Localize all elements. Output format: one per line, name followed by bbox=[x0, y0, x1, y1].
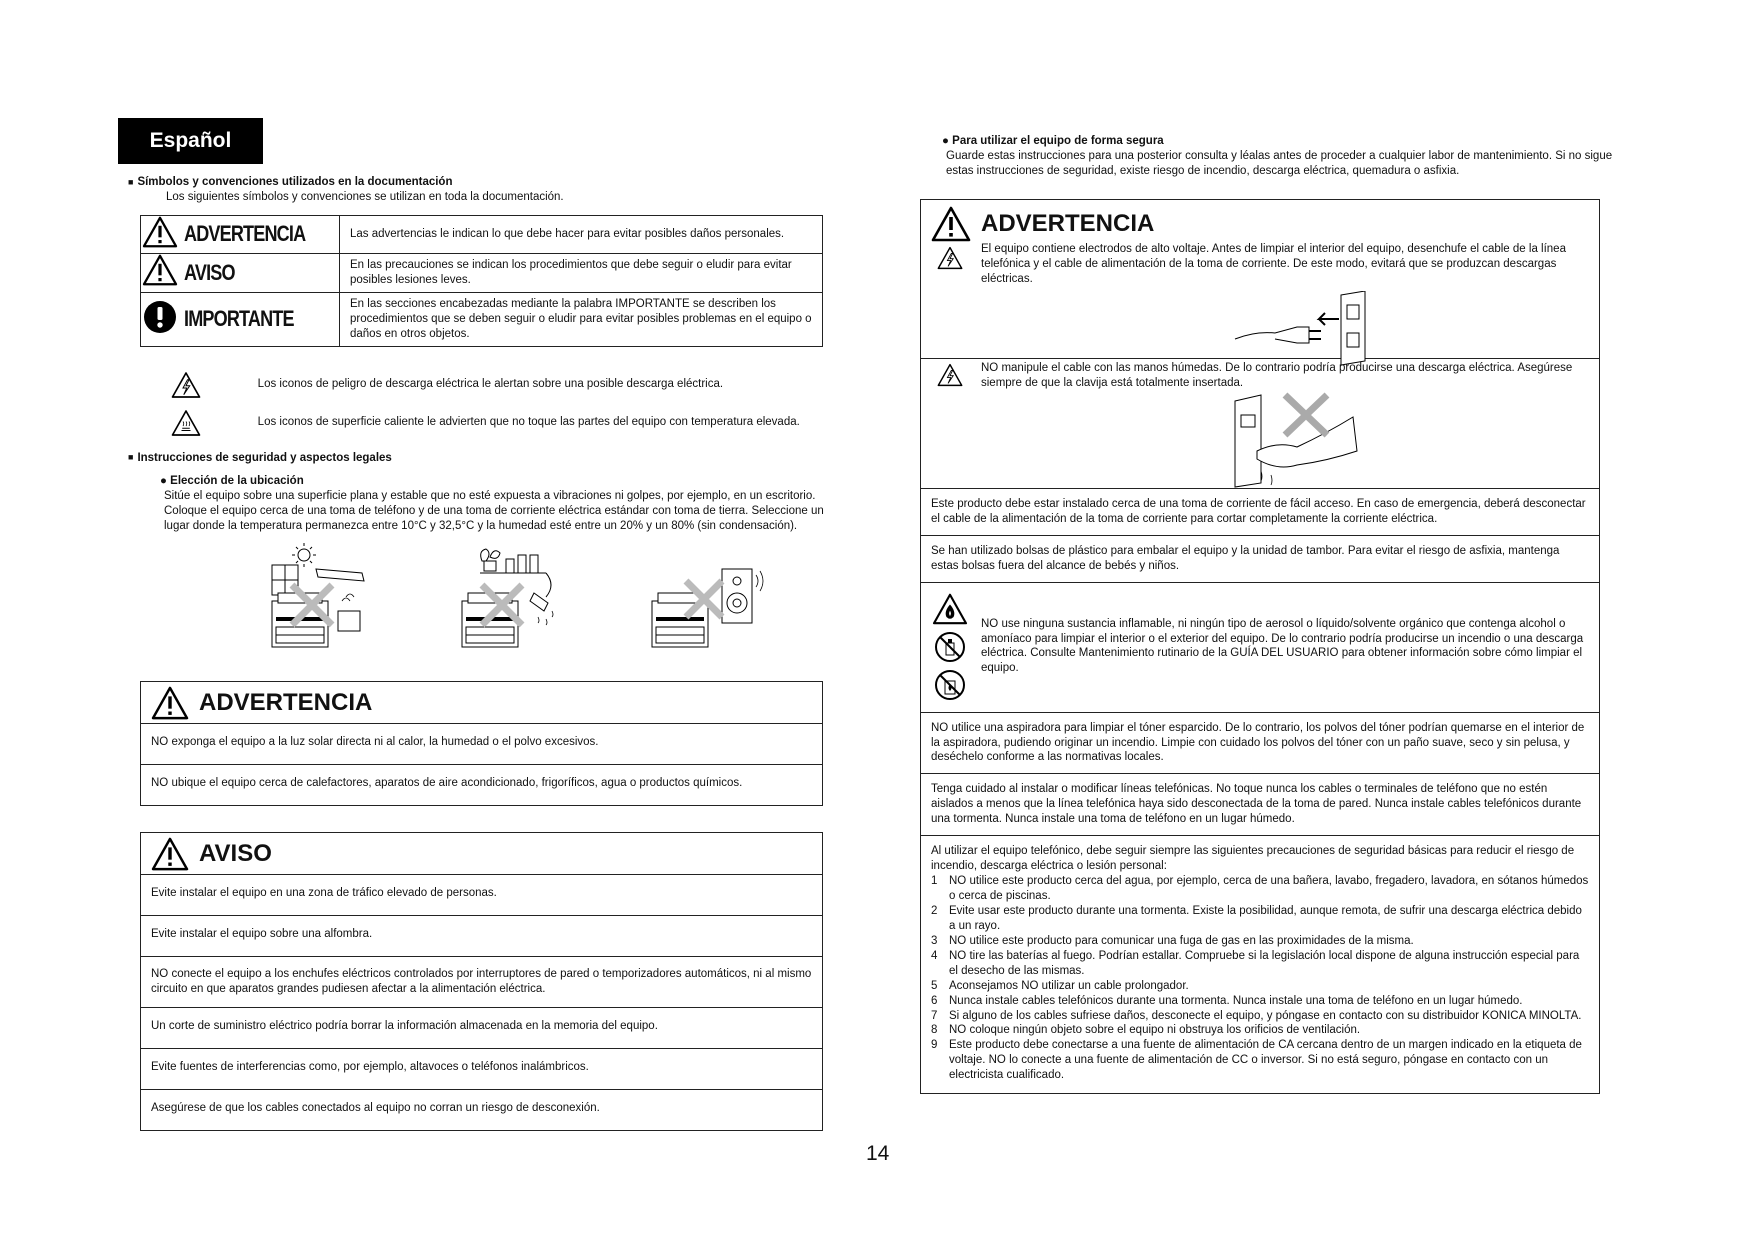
phone-lines-row: Tenga cuidado al instalar o modificar líneas telefónicas. No toque nunca los cables o terminales de teléfono que no estén aislados a menos que la línea telefónica haya sido desconectada de la toma de pared. Nunca instale cables telefónicos durante una tormenta. Nunca instale una toma de teléfono en un lugar húmedo. bbox=[921, 773, 1599, 835]
symbols-heading: ■ Símbolos y convenciones utilizados en la documentación bbox=[128, 176, 453, 188]
left-column bbox=[128, 175, 823, 1131]
sun-heater-illustration bbox=[266, 541, 398, 669]
caution-row: Asegúrese de que los cables conectados al equipo no corran un riesgo de desconexión. bbox=[141, 1089, 822, 1130]
wet-hands-illustration bbox=[1231, 391, 1361, 489]
electric-shock-icon bbox=[171, 371, 201, 399]
list-item: 1 NO utilice este producto cerca del agua, por ejemplo, cerca de una bañera, lavabo, fregadero, lavadora, en sótanos húmedos o cerca de piscinas. bbox=[931, 875, 1589, 902]
warning-triangle-icon bbox=[142, 216, 178, 248]
box-title: AVISO bbox=[199, 840, 272, 868]
phone-precautions-row: Al utilizar el equipo telefónico, debe seguir siempre las siguientes precauciones de seguridad básicas para reducir el riesgo de incendio, descarga eléctrica o lesión personal: 1 NO utilice este producto cerca del agua, por ejemplo, cerca de una bañera, lavabo, fregadero, lavadora, en sótanos húmedos o cerca de piscinas. 2 Evite usar este producto durante una tormenta. Existe la posibilidad, aunque remota, de sufrir una descarga eléctrica debido a un rayo. 3 NO utilice este producto para comunicar una fuga de gas en las proximidades de la misma. 4 NO tire las baterías al fuego. Podrían estallar. Compruebe si la legislación local dispone de alguna instrucción especial para el desecho de las mismas. 5 Aconsejamos NO utilizar un cable prolongador. 6 Nunca instale cables telefónicos durante una tormenta. Nunca instale una toma de teléfono en un lugar húmedo. 7 Si alguno de los cables sufriese daños, desconecte el equipo, y póngase en contacto con su distribuidor KONICA MINOLTA. 8 NO coloque ningún objeto sobre el equipo ni obstruya los orificios de ventilación. 9 Este producto debe conectarse a una fuente de alimentación de CA cercana dentro de un margen indicado en la etiqueta de voltaje. NO lo conecte a una fuente de alimentación de CC o inversor. Si no está seguro, póngase en contacto con un electricista cualificado. bbox=[921, 835, 1599, 1093]
list-item: 9 Este producto debe conectarse a una fuente de alimentación de CA cercana dentro de un margen indicado en la etiqueta de voltaje. NO lo conecte a una fuente de alimentación de CC o inversor. Si no está seguro, póngase en contacto con un electricista cualificado. bbox=[931, 1039, 1582, 1082]
right-warning-box bbox=[920, 199, 1600, 1094]
plastic-bags-row: Se han utilizado bolsas de plástico para embalar el equipo y la unidad de tambor. Para evitar el riesgo de asfixia, mantenga estas bolsas fuera del alcance de bebés y niños. bbox=[921, 535, 1599, 582]
list-item: 3 NO utilice este producto para comunicar una fuga de gas en las proximidades de la misma. bbox=[931, 934, 1414, 947]
list-item: 6 Nunca instale cables telefónicos durante una tormenta. Nunca instale una toma de teléfono en un lugar húmedo. bbox=[931, 994, 1523, 1007]
language-tab: Español bbox=[118, 118, 263, 164]
warning-triangle-icon bbox=[142, 254, 178, 286]
convention-label: IMPORTANTE bbox=[180, 292, 340, 346]
hot-surface-row: Los iconos de superficie caliente le advierten que no toque las partes del equipo con temperatura elevada. bbox=[166, 407, 823, 439]
convention-label: AVISO bbox=[180, 253, 340, 292]
location-text: Sitúe el equipo sobre una superficie plana y estable que no esté expuesta a vibraciones ni golpes, por ejemplo, en un escritorio. Coloque el equipo cerca de una toma de teléfono y de una toma de corriente eléctrica estándar con toma de tierra. Seleccione un lugar donde la temperatura permanezca entre 10°C y 32,5°C y la humedad esté entre un 20% y un 80% (sin condensación). bbox=[164, 489, 824, 532]
hot-surface-icon bbox=[171, 409, 201, 437]
box-title: ADVERTENCIA bbox=[199, 689, 373, 717]
safe-use-text: Guarde estas instrucciones para una posterior consulta y léalas antes de proceder a cualquier labor de mantenimiento. Si no sigue estas instrucciones de seguridad, existe riesgo de incendio, descarga eléctrica, quemadura o asfixia. bbox=[946, 149, 1613, 177]
high-voltage-row: El equipo contiene electrodos de alto voltaje. Antes de limpiar el interior del equipo, desenchufe el cable de la línea telefónica y el cable de alimentación de la toma de corriente. De este modo, evitará que se produzcan descargas eléctricas. bbox=[921, 242, 1599, 358]
safety-heading: ■ Instrucciones de seguridad y aspectos legales bbox=[128, 451, 392, 464]
caution-row: Evite fuentes de interferencias como, por ejemplo, altavoces o teléfonos inalámbricos. bbox=[141, 1048, 822, 1089]
list-item: 8 NO coloque ningún objeto sobre el equipo ni obstruya los orificios de ventilación. bbox=[931, 1024, 1361, 1037]
exclamation-icon bbox=[143, 300, 177, 334]
caution-row: Evite instalar el equipo en una zona de tráfico elevado de personas. bbox=[151, 887, 497, 900]
flammable-row: NO use ninguna sustancia inflamable, ni ningún tipo de aerosol o líquido/solvente orgánico que contenga alcohol o amoníaco para limpiar el interior o el exterior del equipo. De lo contrario podría producirse un incendio o una descarga eléctrica. Consulte Mantenimiento rutinario de la GUÍA DEL USUARIO para obtener información sobre cómo limpiar el equipo. bbox=[921, 582, 1599, 712]
left-warning-box bbox=[140, 681, 823, 806]
convention-desc: En las secciones encabezadas mediante la palabra IMPORTANTE se describen los procedimientos que se deben seguir o eludir para evitar posibles problemas en el equipo o daños en otros objetos. bbox=[340, 292, 823, 346]
electric-shock-icon bbox=[937, 363, 963, 387]
caution-row: Un corte de suministro eléctrico podría borrar la información almacenada en la memoria del equipo. bbox=[141, 1007, 822, 1048]
no-spray-icon bbox=[934, 631, 966, 663]
fire-hazard-icon bbox=[932, 593, 968, 625]
symbols-intro: Los siguientes símbolos y convenciones se utilizan en toda la documentación. bbox=[166, 190, 564, 203]
speaker-illustration bbox=[646, 541, 778, 669]
vacuum-row: NO utilice una aspiradora para limpiar el tóner esparcido. De lo contrario, los polvos del tóner podrían quemarse en el interior de la aspiradora, pudiendo originar un incendio. Limpie con cuidado los polvos del tóner con un paño suave, seco y sin pelusa, y deséchelo conforme a las normativas locales. bbox=[921, 712, 1599, 774]
convention-row-important bbox=[141, 292, 823, 346]
water-chemicals-illustration bbox=[456, 541, 588, 669]
warning-triangle-icon bbox=[931, 206, 971, 242]
outlet-access-row: Este producto debe estar instalado cerca de una toma de corriente de fácil acceso. En caso de emergencia, deberá desconectar el cable de la alimentación de la toma de corriente para cortar completamente la corriente eléctrica. bbox=[921, 488, 1599, 535]
convention-desc: Las advertencias le indican lo que debe hacer para evitar posibles daños personales. bbox=[340, 215, 823, 253]
list-item: 5 Aconsejamos NO utilizar un cable prolongador. bbox=[931, 979, 1189, 992]
unplug-illustration bbox=[1231, 291, 1381, 367]
electric-hazard-row: Los iconos de peligro de descarga eléctrica le alertan sobre una posible descarga eléctrica. bbox=[166, 369, 823, 401]
conventions-table bbox=[140, 215, 823, 347]
safe-use-heading: ● Para utilizar el equipo de forma segura bbox=[942, 135, 1164, 147]
list-item: 7 Si alguno de los cables sufriese daños, desconecte el equipo, y póngase en contacto con su distribuidor KONICA MINOLTA. bbox=[931, 1009, 1582, 1022]
caution-row: NO conecte el equipo a los enchufes eléctricos controlados por interruptores de pared o temporizadores automáticos, ni al mismo circuito en que aparatos grandes pudiesen afectar a la alimentación eléctrica. bbox=[141, 956, 822, 1007]
location-heading: ● Elección de la ubicación bbox=[160, 474, 304, 487]
page-number: 14 bbox=[866, 1142, 890, 1165]
warning-triangle-icon bbox=[151, 686, 189, 720]
caution-row: Evite instalar el equipo sobre una alfombra. bbox=[141, 915, 822, 956]
convention-desc: En las precauciones se indican los procedimientos que debe seguir o eludir para evitar posibles lesiones leves. bbox=[340, 253, 823, 292]
box-title: ADVERTENCIA bbox=[981, 210, 1155, 238]
warning-triangle-icon bbox=[151, 837, 189, 871]
convention-row-caution bbox=[141, 253, 823, 292]
wet-hands-row: NO manipule el cable con las manos húmedas. De lo contrario podría producirse una descarga eléctrica. Asegúrese siempre de que la clavija está totalmente insertada. bbox=[921, 358, 1599, 488]
right-column bbox=[918, 134, 1613, 1094]
warning-row: NO ubique el equipo cerca de calefactores, aparatos de aire acondicionado, frigoríficos, agua o productos químicos. bbox=[141, 764, 822, 805]
precautions-list bbox=[931, 874, 1589, 1083]
convention-row-warning bbox=[141, 215, 823, 253]
electric-shock-icon bbox=[937, 246, 963, 270]
list-item: 4 NO tire las baterías al fuego. Podrían estallar. Compruebe si la legislación local dispone de alguna instrucción especial para el desecho de las mismas. bbox=[931, 949, 1580, 977]
warning-row: NO exponga el equipo a la luz solar directa ni al calor, la humedad o el polvo excesivos. bbox=[151, 736, 599, 749]
no-flammable-liquid-icon bbox=[934, 669, 966, 701]
list-item: 2 Evite usar este producto durante una tormenta. Existe la posibilidad, aunque remota, de sufrir una descarga eléctrica debido a un rayo. bbox=[931, 904, 1582, 932]
left-caution-box bbox=[140, 832, 823, 1131]
convention-label: ADVERTENCIA bbox=[180, 215, 340, 253]
